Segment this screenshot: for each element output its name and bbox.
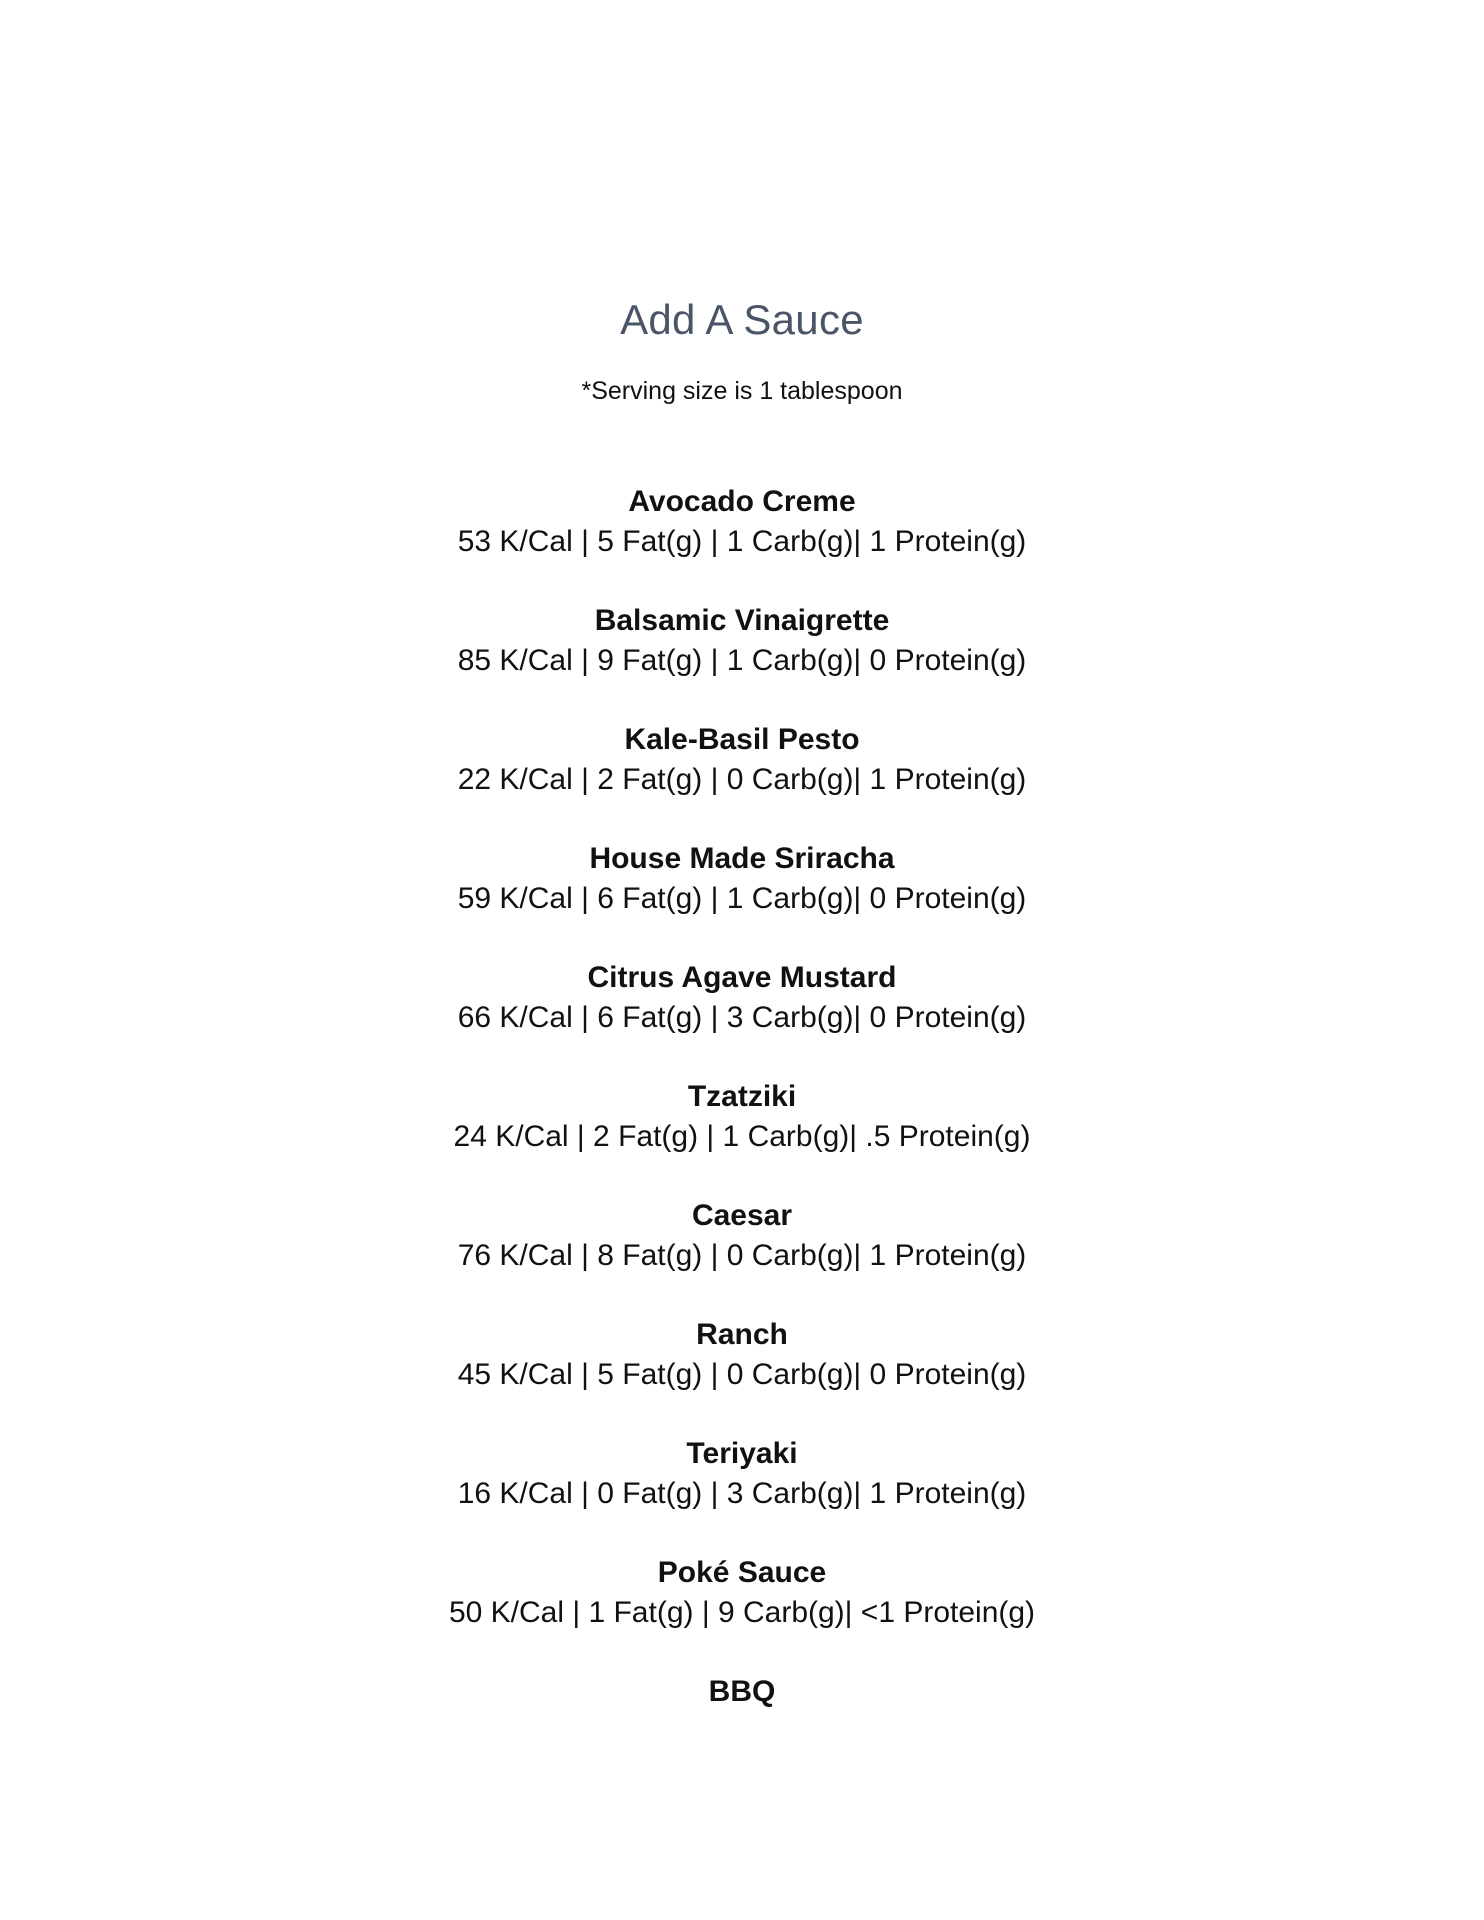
sauce-name: Caesar xyxy=(691,1199,793,1232)
sauce-item xyxy=(0,1553,1484,1672)
sauce-name: Poké Sauce xyxy=(657,1556,827,1589)
sauce-item xyxy=(0,1077,1484,1196)
serving-size-note: *Serving size is 1 tablespoon xyxy=(581,377,903,405)
sauce-item xyxy=(0,1672,1484,1791)
sauce-item xyxy=(0,839,1484,958)
sauce-nutrition: 66 K/Cal | 6 Fat(g) | 3 Carb(g)| 0 Protein(g) xyxy=(457,1001,1027,1034)
sauce-nutrition: 24 K/Cal | 2 Fat(g) | 1 Carb(g)| .5 Protein(g) xyxy=(453,1120,1031,1153)
sauce-nutrition: 50 K/Cal | 1 Fat(g) | 9 Carb(g)| <1 Protein(g) xyxy=(448,1596,1036,1629)
sauce-nutrition: 53 K/Cal | 5 Fat(g) | 1 Carb(g)| 1 Protein(g) xyxy=(457,525,1027,558)
sauce-name: Kale-Basil Pesto xyxy=(624,723,860,756)
sauce-nutrition: 45 K/Cal | 5 Fat(g) | 0 Carb(g)| 0 Protein(g) xyxy=(457,1358,1027,1391)
sauce-name: Ranch xyxy=(696,1318,788,1351)
sauce-nutrition: 85 K/Cal | 9 Fat(g) | 1 Carb(g)| 0 Protein(g) xyxy=(457,644,1027,677)
sauce-nutrition: 59 K/Cal | 6 Fat(g) | 1 Carb(g)| 0 Protein(g) xyxy=(457,882,1027,915)
sauce-name: Balsamic Vinaigrette xyxy=(594,604,890,637)
sauce-name: BBQ xyxy=(708,1675,776,1708)
sauce-item xyxy=(0,482,1484,601)
sauce-item xyxy=(0,1196,1484,1315)
sauce-nutrition: 76 K/Cal | 8 Fat(g) | 0 Carb(g)| 1 Protein(g) xyxy=(457,1239,1027,1272)
sauce-name: House Made Sriracha xyxy=(589,842,895,875)
sauce-nutrition: 16 K/Cal | 0 Fat(g) | 3 Carb(g)| 1 Protein(g) xyxy=(457,1477,1027,1510)
sauce-list xyxy=(0,482,1484,1791)
sauce-nutrition: 22 K/Cal | 2 Fat(g) | 0 Carb(g)| 1 Protein(g) xyxy=(457,763,1027,796)
sauce-item xyxy=(0,720,1484,839)
page-title: Add A Sauce xyxy=(620,296,864,343)
sauce-item xyxy=(0,1315,1484,1434)
sauce-item xyxy=(0,1434,1484,1553)
sauce-name: Avocado Creme xyxy=(628,485,856,518)
sauce-name: Tzatziki xyxy=(687,1080,797,1113)
sauce-item xyxy=(0,958,1484,1077)
sauce-name: Teriyaki xyxy=(686,1437,798,1470)
sauce-name: Citrus Agave Mustard xyxy=(587,961,897,994)
sauce-item xyxy=(0,601,1484,720)
